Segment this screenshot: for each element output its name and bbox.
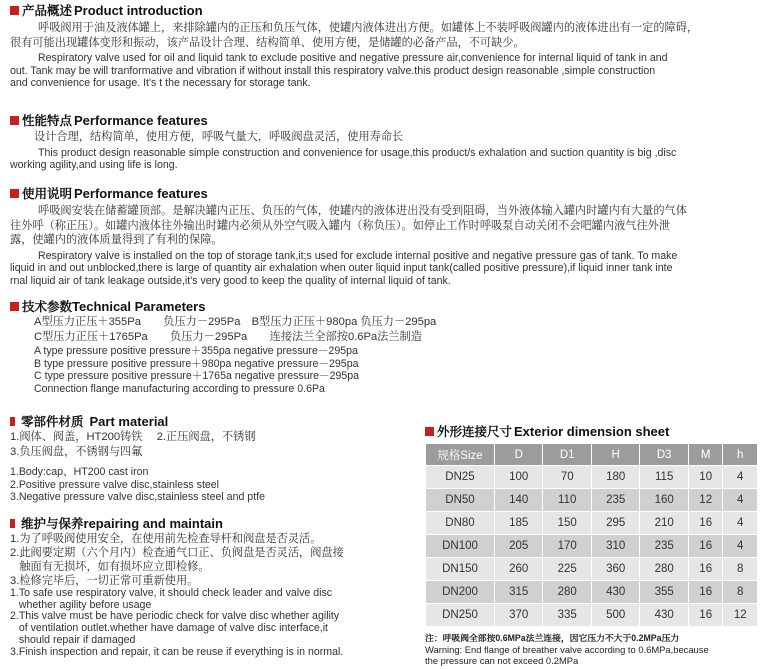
red-bar-bullet-icon [10,417,15,426]
product-introduction-section [10,2,698,90]
table-cell: 100 [495,466,543,489]
column-header: M [688,444,723,466]
material-zh-line: 3.负压阀盘，不锈钢与四氟 [10,445,143,458]
section-header [425,423,760,439]
dimension-sheet-section [425,423,760,667]
performance-features-section [10,112,676,172]
table-cell: 8 [723,558,758,581]
table-cell: 235 [640,535,688,558]
section-title-en: Exterior dimension sheet [514,423,670,439]
table-cell: 205 [495,535,543,558]
table-cell: 170 [543,535,591,558]
section-header [10,298,436,314]
tech-zh-line: A型压力正压＋355Pa 负压力－295Pa B型压力正压＋980pa 负压力－295pa [34,316,437,328]
table-cell: 260 [495,558,543,581]
tech-en-line: A type pressure positive pressure＋355pa negative pressure－295pa [34,345,358,357]
usage-en-line: rnal liquid air of tank leakage outside,it's very good to keep the quality of internal liquid of tank. [10,274,451,287]
column-header: 规格Size [426,444,495,466]
table-row [426,489,758,512]
column-header: D1 [543,444,591,466]
usage-instructions-section [10,185,687,287]
column-header: h [723,444,758,466]
section-title-zh: 使用说明 [22,187,73,201]
table-cell: 110 [543,489,591,512]
table-cell: 360 [591,558,639,581]
section-title-en: Product introduction [74,2,203,18]
note-en-line: Warning: End flange of breather valve according to 0.6MPa,because [425,644,709,656]
intro-en-line: Respiratory valve used for oil and liquid tank to exclude positive and negative pressure air,convenience for internal liquid of tank in and [38,52,668,64]
maintain-en-line: 1.To safe use respiratory valve, it should check leader and valve disc [10,587,333,599]
table-cell: 4 [723,535,758,558]
features-en-line: working agility,and using life is long. [10,159,178,172]
tech-en-line: Connection flange manufacturing according to pressure 0.6Pa [34,382,325,395]
intro-zh-line: 呼吸阀用于油及液体罐上，来排除罐内的正压和负压气体，使罐内液体进出方便。如罐体上不装呼吸阀罐内的液体进出有一定的障碍， [38,22,699,34]
section-title-en: Part material [89,413,169,429]
table-body [426,466,758,627]
usage-zh-line: 往外呼（称正压）。如罐内液体往外输出时罐内必须从外空气吸入罐内（称负压）。如停止工作时呼吸泵自动关闭不会吧罐内液气往外泄 [10,219,671,232]
maintain-zh-line: 3.检修完毕后，一切正常可重新使用。 [10,575,199,587]
red-bar-bullet-icon [10,519,15,528]
red-square-bullet-icon [10,302,19,311]
section-header [10,413,265,429]
usage-zh-line: 呼吸阀安装在储蓄罐顶部。是解决罐内正压、负压的气体，使罐内的液体进出没有受到阻碍，当外液体输入罐内时罐内有大量的气体 [38,205,687,217]
section-title-zh: 维护与保养 [21,517,84,531]
table-row [426,558,758,581]
section-header [10,185,687,201]
section-title-en: Performance features [74,185,208,201]
table-cell: 70 [543,466,591,489]
usage-zh-line: 露，使罐内的液体质量得到了有利的保障。 [10,234,223,246]
section-title-zh: 外形连接尺寸 [437,425,513,439]
table-row [426,604,758,627]
table-row [426,512,758,535]
size-cell: DN25 [426,466,495,489]
section-title-zh: 零部件材质 [21,415,84,429]
table-cell: 210 [640,512,688,535]
tech-en-line: C type pressure positive pressure＋1765a negative pressure－295pa [34,370,360,383]
table-cell: 500 [591,604,639,627]
table-cell: 140 [495,489,543,512]
maintain-en-line: whether agility before usage [10,598,152,611]
intro-en-line: and convenience for usage. It's t the necessary for storage tank. [10,77,311,90]
table-cell: 4 [723,489,758,512]
section-title-en: Performance features [74,112,208,128]
material-zh-line: 1.阀体、阀盖，HT200铸铁 2.正压阀盘，不锈钢 [10,431,256,443]
table-cell: 8 [723,581,758,604]
table-header-row [426,444,758,466]
table-cell: 4 [723,466,758,489]
maintain-en-line: should repair if damaged [10,633,136,646]
table-cell: 280 [640,558,688,581]
size-cell: DN200 [426,581,495,604]
material-en-line: 1.Body:cap、HT200 cast iron [10,466,149,478]
usage-en-line: Respiratory valve is installed on the top of storage tank,it;s used for exclude internal positive and negative pressure gas of tank. To make [38,249,678,262]
table-cell: 185 [495,512,543,535]
column-header: H [591,444,639,466]
tech-en-line: B type pressure positive pressure＋980pa negative pressure－295pa [34,357,359,370]
table-cell: 335 [543,604,591,627]
table-cell: 4 [723,512,758,535]
table-cell: 355 [640,581,688,604]
table-cell: 235 [591,489,639,512]
section-title-zh: 性能特点 [22,114,73,128]
features-zh-line: 设计合理，结构简单，使用方便，呼吸气量大，呼吸阀盘灵活，使用寿命长 [34,131,404,143]
section-header [10,112,676,128]
maintenance-section [10,515,344,658]
table-cell: 370 [495,604,543,627]
maintain-zh-line: 1.为了呼吸阀使用安全，在使用前先检查导杆和阀盘是否灵活。 [10,533,322,545]
red-square-bullet-icon [10,116,19,125]
section-header [10,515,344,531]
table-cell: 315 [495,581,543,604]
table-cell: 115 [640,466,688,489]
material-en-line: 2.Positive pressure valve disc,stainless steel [10,478,220,491]
maintain-en-line: 3.Finish inspection and repair, it can be reuse if everything is in normal. [10,645,344,658]
table-cell: 180 [591,466,639,489]
table-row [426,581,758,604]
part-material-section [10,413,265,504]
size-cell: DN50 [426,489,495,512]
size-cell: DN80 [426,512,495,535]
table-cell: 16 [688,581,723,604]
table-cell: 430 [591,581,639,604]
red-square-bullet-icon [10,189,19,198]
table-cell: 280 [543,581,591,604]
section-title-zh: 技术参数 [22,300,73,314]
maintain-en-line: of ventilation outlet.whether have damage of valve disc interface,it [10,622,328,635]
red-square-bullet-icon [10,6,19,15]
table-cell: 16 [688,604,723,627]
maintain-zh-line: 2.此阀要定期（六个月内）检查通气口正、负阀盘是否灵活，阀盘接 [10,547,344,559]
size-cell: DN100 [426,535,495,558]
table-cell: 16 [688,558,723,581]
table-cell: 16 [688,535,723,558]
table-cell: 16 [688,512,723,535]
table-cell: 150 [543,512,591,535]
table-row [426,466,758,489]
size-cell: DN150 [426,558,495,581]
dimension-table [425,443,758,627]
intro-zh-line: 很有可能出现罐体变形和振动，该产品设计合理、结构简单、使用方便，是储罐的必备产品，不可缺少。 [10,36,525,49]
table-cell: 430 [640,604,688,627]
note-en-line: the pressure can not exceed 0.2MPa [425,655,579,667]
size-cell: DN250 [426,604,495,627]
usage-en-line: liquid in and out unblocked,there is large of quantity air exhalation when outer liquid input tank(called positive pressure),if liquid inner tank inte [10,262,673,275]
table-cell: 295 [591,512,639,535]
table-cell: 12 [723,604,758,627]
table-cell: 10 [688,466,723,489]
column-header: D3 [640,444,688,466]
table-cell: 225 [543,558,591,581]
table-row [426,535,758,558]
red-square-bullet-icon [425,427,434,436]
section-title-zh: 产品概述 [22,4,73,18]
material-en-line: 3.Negative pressure valve disc,stainless steel and ptfe [10,491,265,504]
column-header: D [495,444,543,466]
maintain-en-line: 2.This valve must be have periodic check for valve disc whether agility [10,610,340,623]
section-header [10,2,698,18]
table-cell: 160 [640,489,688,512]
table-cell: 310 [591,535,639,558]
intro-en-line: out. Tank may be will tranformative and vibration if without install this respiratory valve.this product design reasonable ,simple construction [10,64,656,77]
features-en-line: This product design reasonable simple construction and convenience for usage,this product/s exhalation and suction quantity is big ,disc [38,146,677,159]
table-cell: 12 [688,489,723,512]
note-zh: 注：呼吸阀全部按0.6MPa法兰连接，因它压力不大于0.2MPa压力 [425,633,680,643]
technical-parameters-section [10,298,436,395]
maintain-zh-line: 触面有无损坏，如有损坏应立即检修。 [10,561,210,573]
section-title-en: repairing and maintain [83,515,223,531]
section-title-en: Technical Parameters [72,298,206,314]
tech-zh-line: C型压力正压＋1765Pa 负压力－295Pa 连接法兰全部按0.6Pa法兰制造 [34,330,422,343]
